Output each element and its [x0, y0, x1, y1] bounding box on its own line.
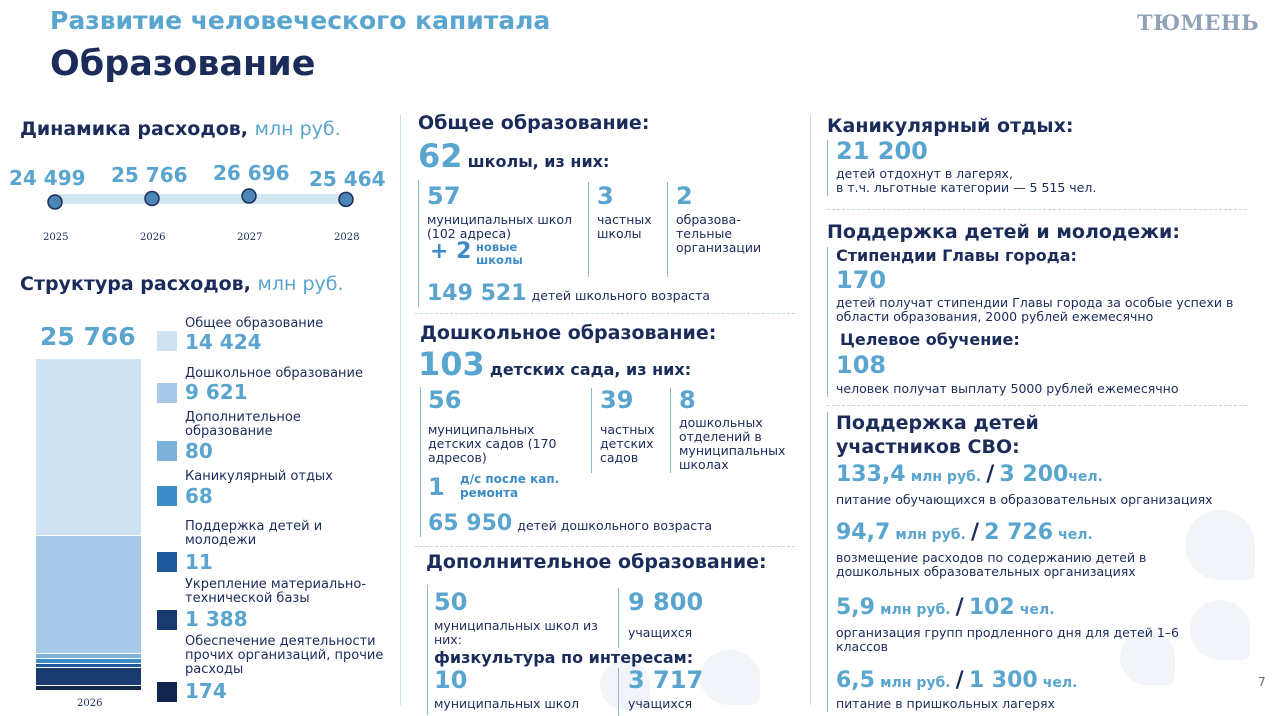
- support-scholarship-count: 170: [836, 266, 887, 294]
- svo-separator: /: [986, 462, 995, 487]
- legend-swatch-other: [157, 682, 177, 702]
- legend-swatch-infrastructure: [157, 610, 177, 630]
- svo-item-2-people-unit: чел.: [1058, 527, 1093, 543]
- dynamics-point-2028: [339, 192, 353, 206]
- decorative-pattern: [700, 650, 760, 705]
- page-title: Образование: [50, 44, 316, 84]
- legend-swatch-additional: [157, 441, 177, 461]
- preschool-children: [428, 511, 712, 536]
- additional-sport-title: физкультура по интересам:: [434, 648, 694, 667]
- legend-swatch-holiday: [157, 486, 177, 506]
- svo-item-3-amount: 5,9: [836, 595, 875, 620]
- svo-box-border: [827, 412, 828, 712]
- preschool-private-text: частных детских садов: [600, 422, 655, 465]
- svo-item-4-people-unit: чел.: [1042, 675, 1078, 691]
- dynamics-year-2026: 2026: [140, 232, 166, 243]
- legend-label-other: Обеспечение деятельности прочих организаций, прочие расходы: [185, 634, 384, 677]
- dynamics-value-2027: 26 696: [213, 161, 290, 185]
- svo-item-4-text: питание в пришкольных лагерях: [836, 696, 1055, 711]
- page-subtitle: Развитие человеческого капитала: [50, 6, 551, 35]
- svo-item-3-text: организация групп продленного дня для детей 1–6 классов: [836, 625, 1180, 654]
- column-divider: [400, 115, 401, 705]
- dynamics-title-text: Динамика расходов,: [20, 118, 248, 140]
- holiday-text2: в т.ч. льготные категории — 5 515 чел.: [836, 180, 1097, 195]
- general-schools-text: школы, из них:: [467, 152, 610, 171]
- svo-item-3-people: 102: [968, 595, 1015, 620]
- structure-bar-segment: [36, 535, 141, 653]
- section-divider: [827, 405, 1247, 406]
- svo-item-2-people: 2 726: [984, 520, 1053, 545]
- svo-item-2-amount: 94,7: [836, 520, 891, 545]
- svo-item-4-amount: 6,5: [836, 668, 875, 693]
- additional-sport-schools-count: 10: [434, 666, 468, 694]
- preschool-repair-text: д/с после кап. ремонта: [460, 472, 560, 500]
- preschool-count-text: детских сада, из них:: [489, 360, 692, 379]
- additional-title: Дополнительное образование:: [426, 551, 767, 573]
- svo-item-4-people: 1 300: [968, 668, 1038, 693]
- dynamics-year-2025: 2025: [43, 232, 69, 243]
- svo-title-line2: участников СВО:: [836, 436, 1020, 458]
- dynamics-point-2025: [48, 195, 62, 209]
- legend-label-additional: Дополнительное образование: [185, 410, 301, 439]
- preschool-municipal-count: 56: [428, 386, 462, 414]
- support-target-text: человек получат выплату 5000 рублей ежемесячно: [836, 381, 1179, 396]
- dynamics-value-2025: 24 499: [9, 166, 86, 190]
- legend-label-preschool: Дошкольное образование: [185, 366, 363, 381]
- additional-sport-schools-text: муниципальных школ: [434, 696, 579, 711]
- holiday-title: Каникулярный отдых:: [827, 115, 1074, 137]
- holiday-text1: детей отдохнут в лагерях,: [836, 166, 1013, 181]
- column-divider: [810, 115, 811, 705]
- additional-schools-count: 50: [434, 588, 468, 616]
- support-title: Поддержка детей и молодежи:: [827, 221, 1180, 243]
- additional-sport-students-text: учащихся: [628, 696, 693, 711]
- legend-value-other: 174: [185, 679, 227, 703]
- dynamics-point-2026: [145, 192, 159, 206]
- support-scholarship-text: детей получат стипендии Главы города за особые успехи в области образования, 2000 рублей ежемесячно: [836, 295, 1234, 324]
- support-box-border: [827, 247, 828, 397]
- dynamics-point-2027: [242, 189, 256, 203]
- legend-value-preschool: 9 621: [185, 380, 248, 404]
- preschool-repair-count: 1: [428, 473, 445, 501]
- legend-value-infrastructure: 1 388: [185, 607, 248, 631]
- structure-stacked-bar: [36, 358, 141, 690]
- preschool-children-text: детей дошкольного возраста: [517, 518, 713, 533]
- svo-item-1-people: 3 200: [999, 462, 1069, 487]
- structure-title: [20, 273, 344, 295]
- legend-label-holiday: Каникулярный отдых: [185, 469, 333, 484]
- support-target-count: 108: [836, 351, 887, 379]
- dynamics-year-2027: 2027: [237, 232, 263, 243]
- general-org-count: 2: [676, 182, 693, 210]
- general-schools: [418, 137, 609, 175]
- dynamics-title: [20, 118, 341, 140]
- preschool-count: 103: [418, 345, 485, 383]
- additional-students-count: 9 800: [628, 588, 704, 616]
- svo-item-4-unit: млн руб.: [880, 675, 951, 691]
- dynamics-value-2028: 25 464: [309, 167, 386, 191]
- svo-separator: /: [955, 595, 964, 620]
- svo-separator: /: [955, 668, 964, 693]
- general-box-border: [418, 180, 419, 307]
- section-divider: [827, 209, 1247, 210]
- structure-bar-segment: [36, 358, 141, 535]
- legend-label-support: Поддержка детей и молодежи: [185, 519, 323, 548]
- general-divider: [588, 182, 589, 277]
- preschool-divider: [591, 388, 592, 473]
- svo-item-1-figures: [836, 462, 1103, 487]
- svo-item-3-unit: млн руб.: [880, 602, 951, 618]
- svo-title-line1: Поддержка детей: [836, 412, 1039, 434]
- additional-box-border: [427, 585, 428, 715]
- legend-swatch-support: [157, 552, 177, 572]
- general-schools-count: 62: [418, 137, 463, 175]
- general-pupils-count: 149 521: [427, 281, 527, 306]
- structure-unit: млн руб.: [257, 273, 344, 295]
- structure-total: 25 766: [40, 322, 136, 351]
- svo-item-2-unit: млн руб.: [895, 527, 966, 543]
- general-title: Общее образование:: [418, 112, 650, 134]
- legend-label-general: Общее образование: [185, 316, 324, 331]
- general-org-text: образова-тельные организации: [676, 212, 762, 255]
- holiday-box-border: [827, 140, 828, 196]
- dynamics-year-2028: 2028: [334, 232, 360, 243]
- preschool-box-border: [420, 387, 421, 537]
- additional-sport-students-count: 3 717: [628, 666, 704, 694]
- legend-value-support: 11: [185, 550, 213, 574]
- additional-divider: [618, 588, 619, 648]
- svo-item-1-amount: 133,4: [836, 462, 906, 487]
- general-private-text: частных школы: [597, 212, 652, 241]
- preschool-children-count: 65 950: [428, 511, 513, 536]
- structure-year: 2026: [77, 698, 103, 709]
- legend-swatch-preschool: [157, 383, 177, 403]
- structure-title-text: Структура расходов,: [20, 273, 251, 295]
- additional-students-text: учащихся: [628, 625, 693, 640]
- svo-item-3-figures: [836, 595, 1055, 620]
- dynamics-unit: млн руб.: [254, 118, 341, 140]
- general-new-count: + 2: [430, 239, 472, 264]
- general-private-count: 3: [597, 182, 614, 210]
- svo-item-2-figures: [836, 520, 1093, 545]
- section-divider: [415, 313, 795, 314]
- legend-label-infrastructure: Укрепление материально-технической базы: [185, 577, 367, 606]
- support-target-title: Целевое обучение:: [840, 330, 1020, 349]
- legend-value-holiday: 68: [185, 484, 213, 508]
- preschool-count-row: [418, 345, 691, 383]
- general-municipal-count: 57: [427, 182, 461, 210]
- page-number: 7: [1258, 675, 1266, 689]
- svo-item-3-people-unit: чел.: [1019, 602, 1055, 618]
- additional-divider: [618, 668, 619, 716]
- support-scholarship-title: Стипендии Главы города:: [836, 246, 1077, 265]
- dynamics-track: [55, 194, 346, 204]
- svo-item-4-figures: [836, 668, 1077, 693]
- structure-bar-segment: [36, 667, 141, 685]
- general-pupils-text: детей школьного возраста: [531, 288, 711, 303]
- svo-item-1-unit: млн руб.: [910, 469, 982, 485]
- structure-bar-segment: [36, 685, 141, 690]
- general-divider: [667, 182, 668, 277]
- preschool-municipal-text: муниципальных детских садов (170 адресов): [428, 422, 557, 465]
- holiday-count: 21 200: [836, 137, 928, 165]
- city-logo: ТЮМЕНЬ: [1137, 10, 1260, 35]
- general-pupils: [427, 281, 710, 306]
- svo-separator: /: [970, 520, 980, 545]
- preschool-private-count: 39: [600, 386, 634, 414]
- general-new-text: новые школы: [476, 240, 523, 267]
- legend-value-general: 14 424: [185, 330, 262, 354]
- legend-value-additional: 80: [185, 439, 213, 463]
- dynamics-value-2026: 25 766: [111, 163, 188, 187]
- general-municipal-text: муниципальных школ (102 адреса): [427, 212, 572, 241]
- section-divider: [415, 546, 795, 547]
- svo-item-1-text: питание обучающихся в образовательных организациях: [836, 492, 1213, 507]
- svo-item-2-text: возмещение расходов по содержанию детей в дошкольных образовательных организациях: [836, 550, 1147, 579]
- preschool-title: Дошкольное образование:: [420, 322, 717, 344]
- additional-schools-text: муниципальных школ из них:: [434, 618, 598, 647]
- preschool-divider: [670, 388, 671, 473]
- legend-swatch-general: [157, 331, 177, 351]
- preschool-dept-count: 8: [679, 386, 696, 414]
- svo-item-1-people-unit: чел.: [1068, 469, 1103, 485]
- preschool-dept-text: дошкольных отделений в муниципальных школах: [679, 415, 786, 472]
